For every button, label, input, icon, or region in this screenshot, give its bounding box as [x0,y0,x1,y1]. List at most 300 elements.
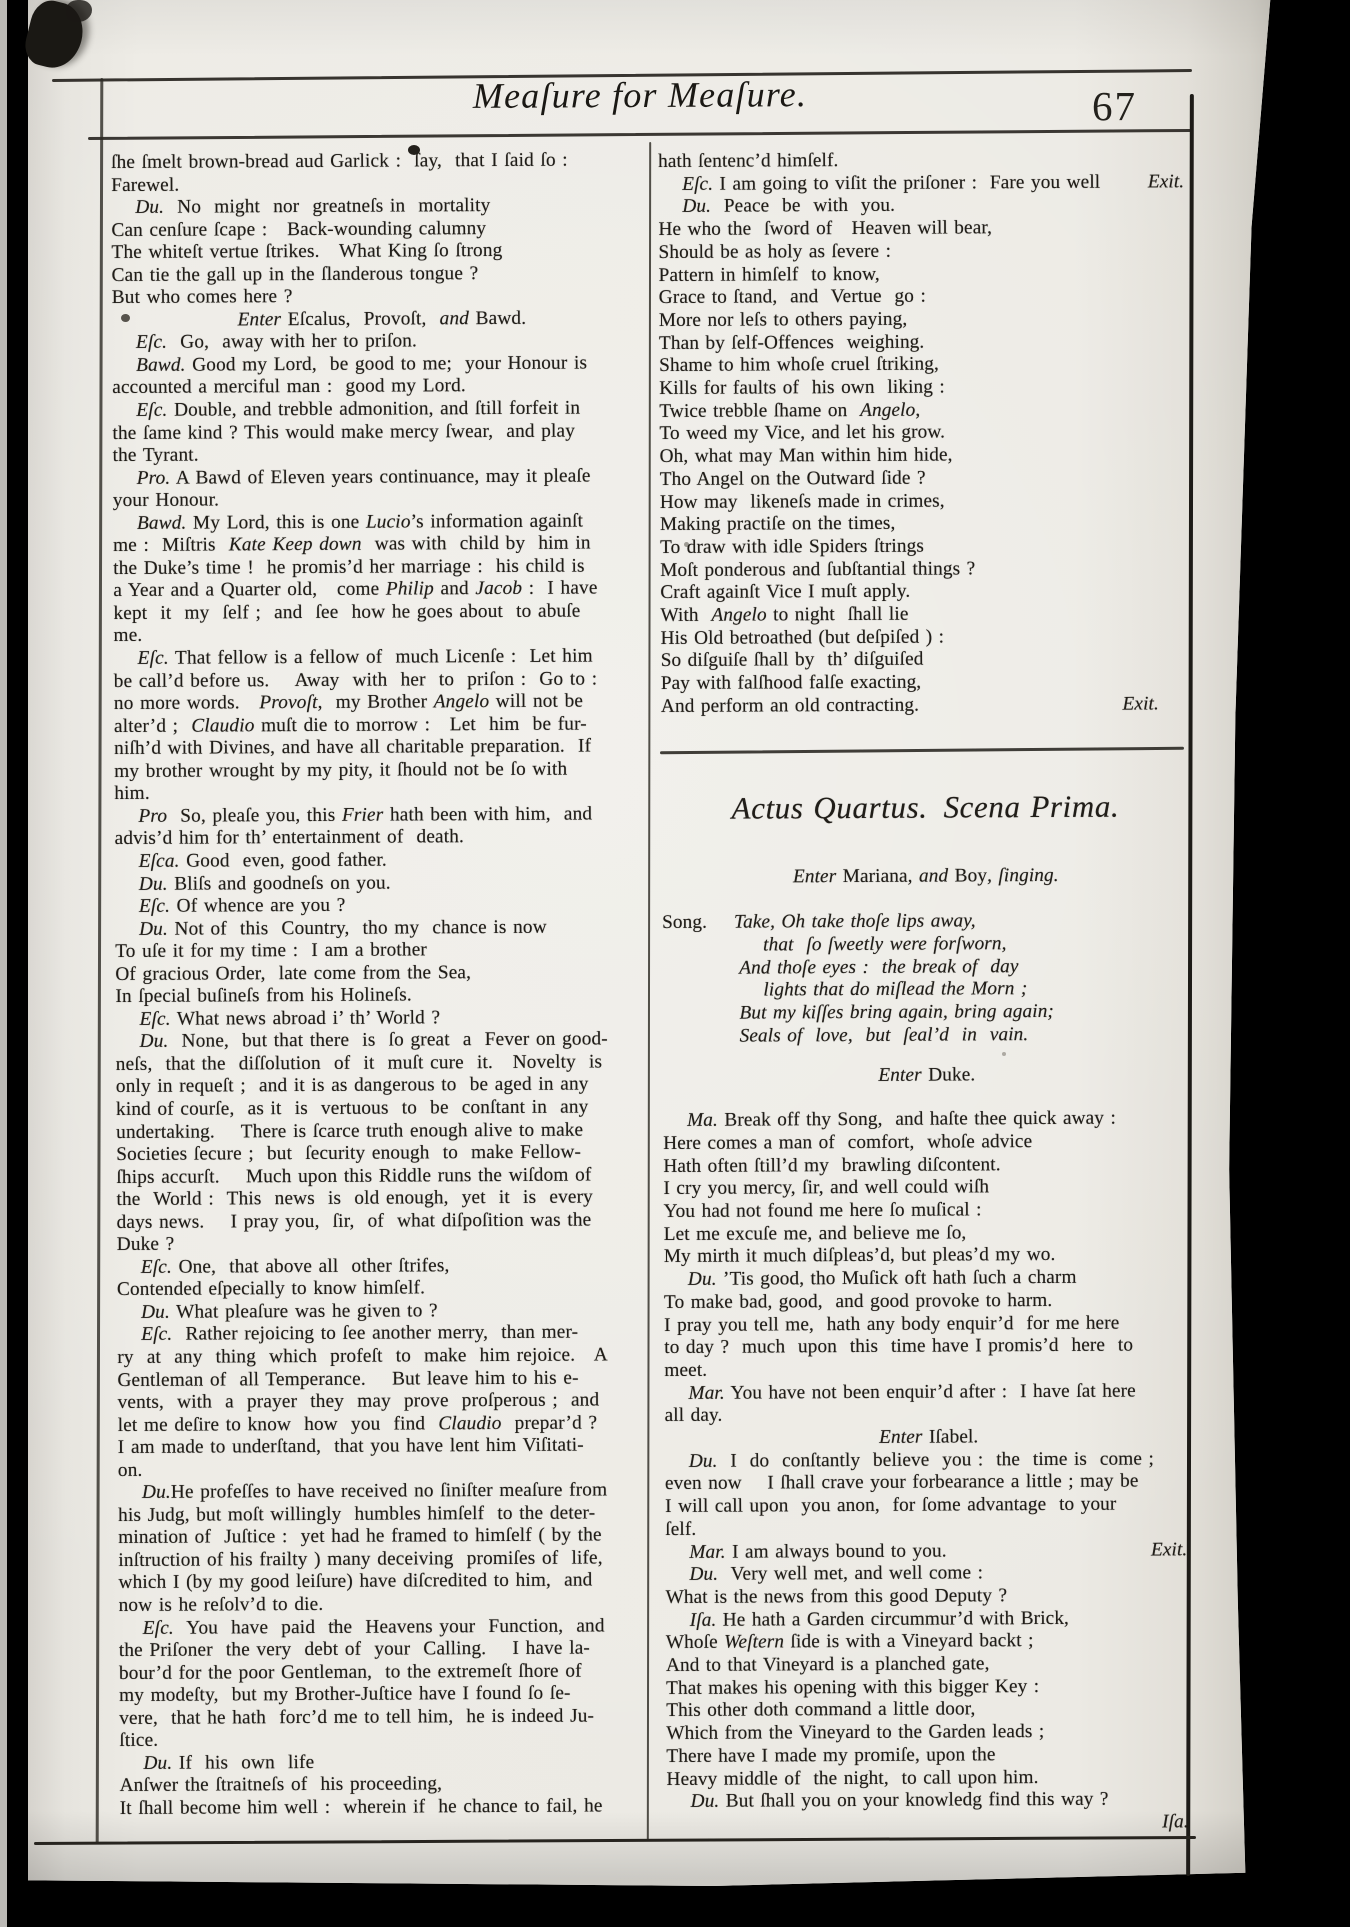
italic-text: Du. [139,1031,169,1053]
text-line [120,1795,660,1820]
text-line [119,1750,659,1775]
roman-text: ſelf. [665,1518,697,1540]
exit-stage-direction: Exit. [1150,1538,1188,1561]
roman-text: To uſe it for my time : I am a brother [115,939,428,963]
roman-text: hath ſentenc’d himſelf. [658,150,839,172]
italic-text: Ma. [687,1109,718,1132]
roman-text: So, pleaſe you, this [167,804,342,827]
text-line [115,1006,655,1031]
text-line [664,1244,1192,1269]
roman-text: Grace to ſtand, and Vertue go : [658,285,926,309]
text-line [114,735,654,760]
roman-text: ſhips accurſt. Much upon this Riddle runs the wiſdom of [116,1164,592,1188]
roman-text: him. [114,783,150,805]
text-line [664,1289,1192,1314]
roman-text: Iſabel. [928,1426,979,1448]
italic-text: Du. [687,1268,717,1290]
text-line [111,239,651,264]
roman-text: But ſhall you on your knowledg find this way ? [719,1788,1109,1812]
text-line [666,1743,1194,1768]
roman-text: be call’d before us. Away with her to priſon : Go to : [113,668,598,692]
text-line [117,1322,657,1347]
roman-text: vents, with a prayer they may prove proſperous ; and [117,1389,600,1414]
text-line [662,864,1190,889]
roman-text: to night ſhall lie [766,603,909,626]
text-line [111,217,651,242]
roman-text: So diſguiſe ſhall by th’ diſguiſed [660,649,924,672]
text-line [119,1682,659,1707]
text-line [666,1766,1194,1791]
text-line [661,693,1189,718]
italic-text: Iſa. [1162,1811,1189,1833]
text-line [118,1412,658,1437]
roman-text: ſide is with a Vineyard backt ; [784,1630,1034,1653]
text-line [118,1502,658,1527]
roman-text: Gentleman of all Temperance. But leave him to his e- [117,1367,579,1391]
italic-text: Enter [792,865,843,887]
italic-text: Enter [878,1064,929,1086]
text-line [115,983,655,1008]
roman-text: But who comes here ? [111,286,293,309]
text-line [664,1266,1192,1291]
roman-text: Song. [661,912,708,934]
roman-text: mination of Juſtice : yet had he framed to himſelf ( by the [118,1524,602,1549]
roman-text: Kills for faults of his own liking : [659,376,945,400]
text-line [663,1198,1191,1223]
roman-text: Break off thy Song, and haſte thee quick away : [717,1107,1116,1131]
roman-text: Tho Angel on the Outward ſide ? [659,467,926,490]
text-line [116,1186,656,1211]
roman-text: ’Tis good, tho Muſick oft hath ſuch a charm [716,1266,1077,1290]
italic-text: Du. [139,918,168,940]
text-line [115,961,655,986]
text-line [115,938,655,963]
roman-text: neſs, that the diſſolution of it muſt cure it. Novelty is [115,1051,603,1075]
roman-text: And perform an old contracting. [660,694,920,717]
text-line [660,580,1188,605]
roman-text: I will call upon you anon, for ſome advantage to your [665,1493,1117,1518]
text-line [659,375,1187,400]
roman-text: Anſwer the ſtraitneſs of his proceeding, [119,1773,443,1797]
text-line [113,465,653,490]
text-line [667,1789,1195,1814]
roman-text: Should be as holy as ſevere : [658,240,892,263]
text-line [658,148,1186,173]
roman-text: kept it my ſelf ; and ſee how he goes about to abuſe [113,600,581,624]
roman-text: will not be [489,690,584,713]
roman-text: Contended eſpecially to know himſelf. [116,1277,426,1301]
roman-text: Bliſs and goodneſs on you. [167,872,391,895]
text-line [664,1357,1192,1382]
roman-text: Which from the Vineyard to the Garden leads ; [666,1721,1045,1745]
text-line [118,1434,658,1459]
roman-text: meet. [664,1359,708,1381]
text-line [119,1637,659,1662]
italic-text: Enter [879,1426,929,1448]
roman-text: Than by ſelf-Offences weighing. [658,331,925,354]
text-line [111,149,651,174]
text-line [659,398,1187,423]
text-line [665,1425,1193,1450]
text-line [665,1471,1193,1496]
text-line [117,1209,657,1234]
roman-text: was with child by him in [361,532,591,555]
italic-text: Du. [141,1481,171,1504]
text-line [739,1000,1190,1025]
text-line [119,1705,659,1730]
roman-text: the Duke’s time ! he promis’d her marriage : his child is [113,555,585,579]
roman-text: which I (by my good leiſure) have diſcredited to him, and [118,1569,593,1594]
roman-text: no more words. [113,692,260,715]
roman-text: It ſhall become him well : wherein if he chance to fail, he [119,1795,603,1819]
text-line [116,1096,656,1121]
roman-text: Hath often ſtill’d my brawling diſcontent. [663,1153,1001,1177]
text-line [666,1652,1194,1677]
text-line [117,1254,657,1279]
italic-text: Eſc. [682,173,714,195]
italic-text: Du. [135,196,165,218]
text-line [113,510,653,535]
text-line [660,443,1188,468]
roman-text: ry at any thing which profeſt to make him rejoice. A [117,1344,608,1368]
text-line [665,1403,1193,1428]
roman-text: Mariana [842,865,908,887]
italic-text: Enter [237,308,288,331]
roman-text: advis’d him for th’ entertainment of death. [114,826,465,850]
italic-text: Claudio [438,1412,502,1434]
text-line [658,171,1186,196]
italic-text: Angelo [711,604,767,626]
roman-text: And to that Vineyard is a planched gate, [665,1653,990,1677]
roman-text: ſhe ſmelt brown-bread aud Garlick : ſay, that I ſaid ſo : [111,149,568,173]
text-line [660,466,1188,491]
italic-text: Lucio [365,511,411,533]
roman-text: my brother wrought by my pity, it ſhould not be ſo with [114,758,568,782]
italic-text: Pro [138,805,168,827]
roman-text: The whiteſt vertue ſtrikes. What King ſo ſtrong [111,240,503,264]
text-line [115,848,655,873]
roman-text: There have I made my promiſe, upon the [666,1744,996,1767]
text-line [115,826,655,851]
roman-text: Good my Lord, be good to me; your Honour is [185,352,588,376]
text-line [660,557,1188,582]
text-line [115,871,655,896]
text-line [663,1130,1191,1155]
roman-text: now is he reſolv’d to die. [118,1593,324,1616]
roman-text: : I have [522,577,598,600]
text-line [116,1164,656,1189]
text-line [116,1074,656,1099]
text-line [666,1630,1194,1655]
text-line [660,625,1188,650]
roman-text: No might nor greatneſs in mortality [164,195,491,218]
text-line [659,421,1187,446]
text-line [119,1660,659,1685]
text-line [113,600,653,625]
roman-text: With [660,604,712,627]
text-line [661,784,1189,831]
text-line [119,1615,659,1640]
roman-text: on. [117,1459,143,1481]
roman-text: and [433,578,476,600]
roman-text: let me deſire to know how you find [117,1412,439,1436]
roman-text: I do conſtantly believe you : the time is come ; [717,1448,1154,1472]
text-line [117,1299,657,1324]
text-line [117,1344,657,1369]
roman-text: Boy [954,864,988,887]
roman-text: I am going to viſit the priſoner : Fare you well [713,171,1101,195]
exit-stage-direction: Exit. [1147,170,1185,193]
text-line [666,1584,1194,1609]
text-line [667,1811,1195,1836]
roman-text: , [915,399,921,421]
roman-text: A Bawd of Eleven years continuance, may it pleaſe [170,465,591,489]
roman-text: all day. [664,1405,723,1427]
italic-text: Bawd. [136,354,186,376]
roman-text: Craft againſt Vice I muſt apply. [660,581,911,604]
roman-text: the Tyrant. [112,444,199,467]
text-line [666,1698,1194,1723]
text-line [663,1153,1191,1178]
italic-text: and [439,307,476,330]
roman-text: Of gracious Order, late come from the Sea, [115,961,472,985]
roman-text: My Lord, this is one [186,511,366,534]
italic-text: Du. [143,1752,173,1774]
text-line [113,623,653,648]
roman-text: alter’d ; [113,715,192,737]
text-line [739,955,1190,980]
right-text-column [658,148,1195,1836]
text-line [112,330,652,355]
roman-text: my modeſty, but my Brother-Juſtice have I found ſo ſe- [119,1682,571,1707]
roman-text: You have not been enquir’d after : I have ſat here [724,1380,1136,1404]
text-line [661,670,1189,695]
italic-text: Seals of love, but ſeal’d in vain. [739,1023,1029,1047]
text-line [658,239,1186,264]
italic-text: Eſc. [139,1008,171,1030]
roman-text: To make bad, good, and good provoke to harm. [663,1289,1053,1313]
italic-text: Actus Quartus. [731,789,928,826]
text-line [118,1479,658,1504]
italic-text: Angelo [433,691,490,713]
roman-text: a Year and a Quarter old, come [113,578,386,602]
page-number: 67 [1092,83,1137,129]
roman-text: undertaking. There is ſcarce truth enough alive to make [116,1119,584,1143]
italic-text: , ſinging. [987,864,1059,886]
italic-text: Philip [385,578,434,600]
text-line [740,1023,1191,1048]
roman-text: the ſame kind ? This would make mercy ſwear, and play [112,420,576,444]
text-line [119,1727,659,1752]
text-line [665,1493,1193,1518]
roman-text: Very well met, and well come : [718,1562,984,1585]
text-line [118,1457,658,1482]
text-line [116,1141,656,1166]
roman-text: bour’d for the poor Gentleman, to the extremeſt ſhore of [118,1660,582,1684]
text-line [661,648,1189,673]
text-line [113,487,653,512]
italic-text: Eſca. [138,850,180,872]
italic-text: that ſo ſweetly were forſworn, [763,933,1007,956]
text-line [118,1525,658,1550]
italic-text: Weſtern [724,1631,785,1654]
roman-text: You had not found me here ſo muſical : [663,1199,982,1223]
roman-text: Let me excuſe me, and believe me ſo, [663,1222,967,1245]
roman-text: Whoſe [665,1632,725,1654]
roman-text: This other doth command a little door, [666,1698,976,1722]
roman-text: I am made to underſtand, that you have lent him Viſitati- [117,1434,584,1459]
text-line [115,893,655,918]
roman-text: kind of courſe, as it is vertuous to be conſtant in any [115,1096,589,1120]
text-line [660,511,1188,536]
italic-text: Eſc. [140,1256,173,1278]
text-line [113,578,653,603]
scan-edge-strip [0,0,7,1927]
text-line [663,1107,1191,1132]
roman-text: Rather rejoicing to ſee another merry, than mer- [172,1322,579,1346]
roman-text: Moſt ponderous and ſubſtantial things ? [660,558,976,581]
roman-text: Good even, good father. [179,849,387,872]
roman-text: even now I ſhall crave your forbearance a little ; may be [664,1470,1139,1495]
roman-text: his Judg, but moſt willingly humbles himſelf to the deter- [118,1502,596,1526]
roman-text: Societies ſecure ; but ſecurity enough to make Fellow- [116,1141,582,1166]
roman-text: Duke. [928,1063,976,1086]
roman-text: Eſcalus, Provoſt, [287,308,440,330]
text-line [763,978,1190,1003]
roman-text: Can cenſure ſcape : Back-wounding calumny [111,217,487,241]
roman-text: To weed my Vice, and let his grow. [659,421,946,445]
roman-text: Farewel. [111,174,180,196]
text-line [664,1312,1192,1337]
roman-text: Can tie the gall up in the ſlanderous tongue ? [111,262,479,286]
italic-text: Pro. [136,467,171,489]
text-line [665,1516,1193,1541]
text-line [114,713,654,738]
text-line [116,1051,656,1076]
text-line [660,489,1188,514]
text-line [660,602,1188,627]
roman-text: You have paid the Heavens your Function, and [173,1614,605,1639]
italic-text: Bawd. [136,512,187,534]
italic-text: Du. [138,873,168,895]
text-line [112,420,652,445]
text-line [114,780,654,805]
italic-text: Eſc. [141,1324,173,1346]
text-line [112,284,652,309]
roman-text: to day ? much upon this time have I promis’d here to [664,1334,1134,1359]
roman-text: Bawd. [475,307,527,329]
italic-text: Mar. [689,1541,726,1563]
roman-text: I cry you mercy, ſir, and well could wiſh [663,1176,990,1200]
roman-text: Oh, what may Man within him hide, [659,444,953,468]
roman-text: Making practiſe on the times, [659,513,896,536]
italic-text: Claudio [191,714,255,737]
text-line [663,1176,1191,1201]
roman-text: That fellow is a fellow of much Licenſe : Let him [168,645,593,669]
text-line [117,1231,657,1256]
italic-text: Frier [341,804,384,826]
roman-text: your Honour. [112,489,220,512]
roman-text: Pattern in himſelf to know, [658,263,880,286]
text-line [664,1334,1192,1359]
roman-text: One, that above all other ſtrifes, [171,1255,450,1278]
text-line [663,1063,1191,1088]
text-line [659,330,1187,355]
roman-text: None, but that there is ſo great a Fever on good- [168,1028,608,1053]
italic-text: Take, Oh take thoſe lips away, [733,910,976,933]
text-line [664,1221,1192,1246]
italic-text: Du. [690,1790,720,1813]
roman-text: To draw with idle Spiders ſtrings [660,535,924,558]
roman-text: More nor leſs to others paying, [658,308,908,331]
text-line [119,1773,659,1798]
roman-text: Peace be with you. [710,195,896,218]
roman-text: inſtruction of his frailty ) many deceiving promiſes of life, [118,1547,603,1571]
text-line [114,690,654,715]
italic-text: Du. [682,196,712,218]
roman-text: He hath a Garden circummur’d with Brick, [716,1607,1070,1631]
text-line [666,1720,1194,1745]
roman-text: Duke ? [116,1233,175,1256]
italic-text: Kate Keep down [228,533,362,556]
text-line [113,532,653,557]
italic-text: Eſc. [136,399,168,421]
roman-text: I pray you tell me, hath any body enquir’d for me here [664,1312,1120,1336]
roman-text: Twice trebble ſhame on [659,399,861,422]
roman-text: vere, that he hath forc’d me to tell him, he is indeed Ju- [119,1705,595,1729]
text-line [117,1367,657,1392]
text-line [111,194,651,219]
roman-text: me : Miſtris [113,534,229,557]
roman-text: me. [113,625,143,647]
text-line [113,442,653,467]
roman-text: Of whence are you ? [170,894,346,917]
roman-text: prepar’d ? [501,1412,598,1434]
text-line [665,1448,1193,1473]
roman-text: Shame to him whoſe cruel ſtriking, [659,353,939,377]
roman-text: ſtice. [119,1730,159,1752]
text-line [659,284,1187,309]
italic-text: Angelo [860,399,916,421]
text-line [659,353,1187,378]
italic-text: Eſc. [137,647,169,669]
italic-text: , and [907,865,955,887]
text-line [112,307,652,332]
italic-text: Jacob [475,578,523,600]
text-line [662,910,1190,935]
roman-text: , my Brother [317,691,434,714]
text-line [114,803,654,828]
running-title: Meaſure for Meaſure. [472,74,808,116]
italic-text: Scena Prima. [943,788,1120,825]
italic-text: Eſc. [142,1617,174,1639]
roman-text: What is the news from this good Deputy ? [665,1585,1008,1608]
text-line [665,1539,1193,1564]
roman-text: How may likeneſs made in crimes, [659,490,945,513]
text-line [659,262,1187,287]
roman-text: Heavy middle of the night, to call upon him. [666,1766,1039,1790]
exit-stage-direction: Exit. [1122,693,1159,715]
roman-text: In ſpecial buſineſs from his Holineſs. [115,984,412,1008]
italic-text: But my kiſſes bring again, bring again; [739,1001,1054,1024]
roman-text: hath been with him, and [383,803,593,826]
italic-text: Du. [689,1563,719,1586]
roman-text: ’s information againſt [410,510,584,533]
left-text-column [111,149,660,1820]
italic-text: Mar. [688,1382,725,1404]
text-line [112,397,652,422]
text-line [117,1277,657,1302]
